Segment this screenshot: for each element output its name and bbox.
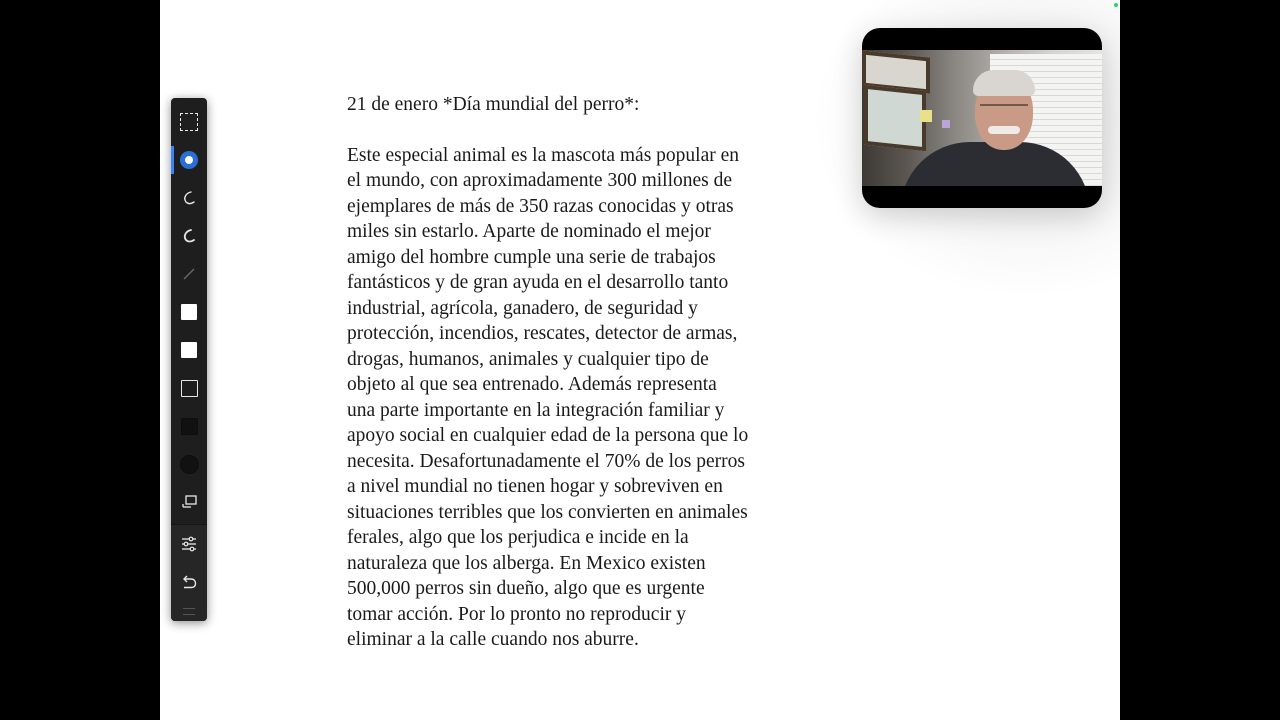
undo-tool[interactable] (171, 566, 207, 598)
sticky-note (920, 110, 932, 122)
document-line: necesita. Desafortunadamente el 70% de los perros (347, 450, 745, 472)
settings-tool[interactable] (171, 528, 207, 560)
document-line: ferales, algo que los perjudica e incide en la (347, 527, 689, 548)
document-line: miles sin estarlo. Aparte de nominado el mejor (347, 221, 711, 242)
rect-dark-tool[interactable] (171, 410, 207, 442)
annotation-toolbar (171, 98, 207, 621)
document-line: una parte importante en la integración familiar y (347, 399, 725, 421)
laser-dot-icon (180, 151, 198, 169)
document-line: amigo del hombre cumple una serie de trabajos (347, 246, 716, 268)
circle-icon (180, 455, 199, 474)
document-line: protección, incendios, rescates, detector de armas, (347, 323, 738, 344)
toolbar-divider (171, 524, 207, 525)
document-line: situaciones terribles que los convierten en animales (347, 501, 748, 523)
person-hair (973, 70, 1035, 96)
filled-square-icon (181, 304, 197, 320)
document-body (347, 143, 817, 653)
document-line: drogas, humanos, animales y cualquier tipo de (347, 348, 709, 370)
highlighter-curve-icon (180, 227, 198, 245)
document-line: tomar acción. Por lo pronto no reproducir y (347, 603, 686, 625)
selection-tool[interactable] (171, 106, 207, 138)
document-line: objeto al que sea entrenado. Además representa (347, 374, 717, 395)
sliders-icon (180, 536, 198, 552)
document-line: ejemplares de más de 350 razas conocidas y otras (347, 195, 734, 217)
video-feed (862, 50, 1102, 186)
line-tool[interactable] (171, 258, 207, 290)
document-line: el mundo, con aproximadamente 300 millones de (347, 170, 733, 191)
dark-square-icon (181, 418, 198, 435)
text-box-tool[interactable] (171, 486, 207, 518)
text-box-icon (179, 493, 199, 511)
document-line: apoyo social en cualquier edad de la persona que lo (347, 425, 749, 446)
glasses (980, 104, 1028, 118)
highlighter-tool[interactable] (171, 220, 207, 252)
date-heading: 21 de enero *Día mundial del perro*: (347, 94, 640, 115)
participant-video[interactable] (862, 28, 1102, 208)
toolbar-drag-handle[interactable] (183, 608, 195, 615)
document-line: 500,000 perros sin dueño, algo que es urgente (347, 578, 705, 599)
pointer-tool[interactable] (171, 144, 207, 176)
pen-tool[interactable] (171, 182, 207, 214)
rect-outline-tool[interactable] (171, 372, 207, 404)
sticky-note (942, 120, 950, 128)
recording-indicator (1114, 3, 1118, 7)
document-line: Este especial animal es la mascota más popular en (347, 144, 740, 166)
filled-rect-tool-2[interactable] (171, 334, 207, 366)
square-outline-icon (181, 380, 198, 397)
line-icon (180, 265, 198, 283)
ellipse-tool[interactable] (171, 448, 207, 480)
document-line: eliminar a la calle cuando nos aburre. (347, 629, 639, 650)
moustache (988, 126, 1020, 134)
document-line: fantásticos y de gran ayuda en el desarrollo tanto (347, 272, 729, 293)
document-text (347, 92, 817, 653)
undo-icon (180, 574, 198, 590)
document-line: industrial, agrícola, ganadero, de seguridad y (347, 297, 698, 319)
filled-rect-tool[interactable] (171, 296, 207, 328)
document-line: naturaleza que los alberga. En Mexico existen (347, 552, 706, 574)
document-line: a nivel mundial no tienen hogar y sobreviven en (347, 476, 723, 497)
wall-frame (864, 85, 926, 152)
filled-square-icon (181, 342, 197, 358)
dashed-rect-select-icon (180, 113, 198, 131)
pen-curve-icon (180, 189, 198, 207)
